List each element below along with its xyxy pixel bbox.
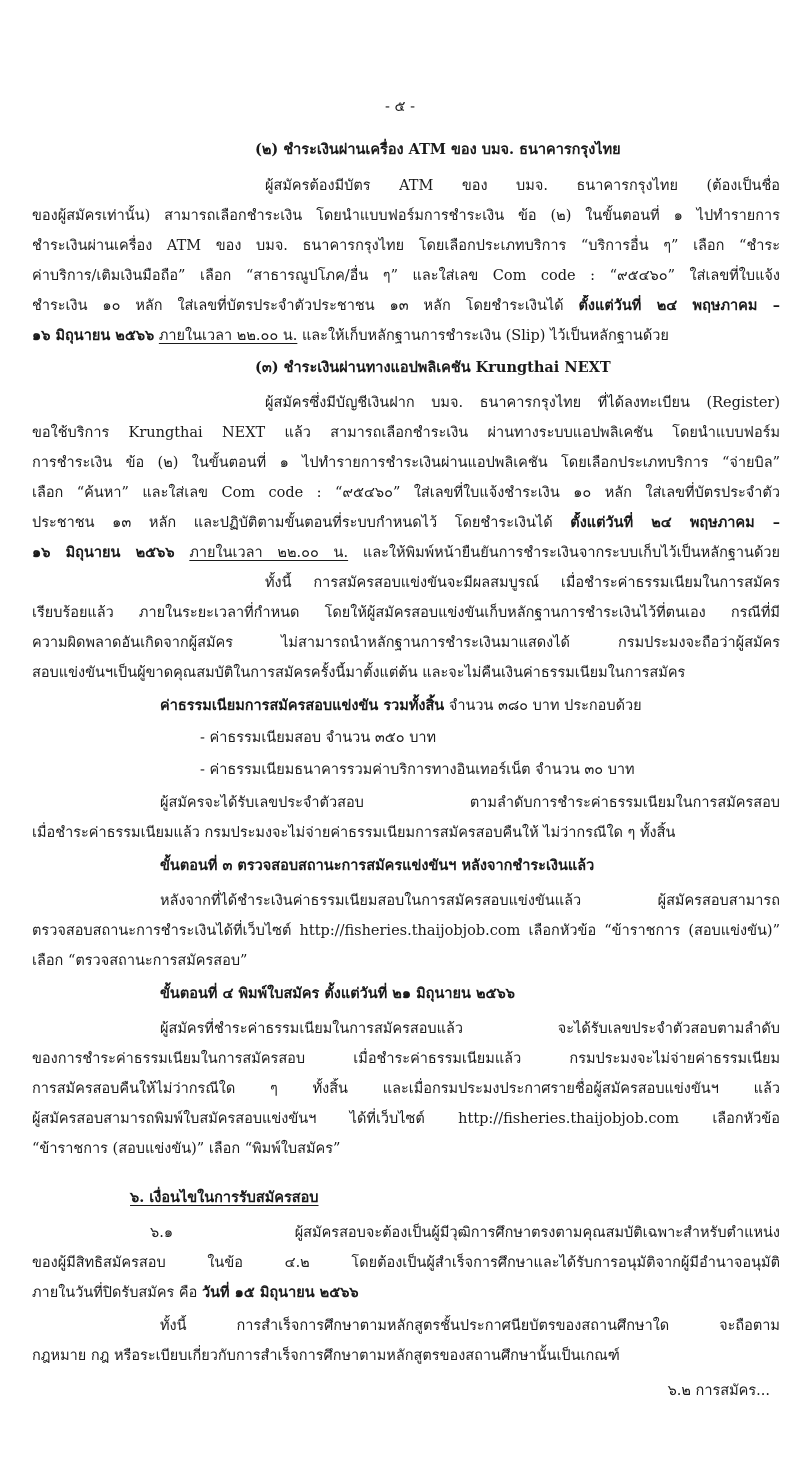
- note-paragraph-line: ความผิดพลาดอันเกิดจากผู้สมัคร ไม่สามารถนำหลักฐานการชำระเงินมาแสดงได้ กรมประมงจะถือว่าผู้สมัคร: [32, 635, 780, 651]
- step3-paragraph-line: หลังจากที่ได้ชำระเงินค่าธรรมเนียมสอบในการสมัครสอบแข่งขันแล้ว ผู้สมัครสอบสามารถ: [160, 893, 780, 909]
- step4-paragraph-line: “ข้าราชการ (สอบแข่งขัน)” เลือก “พิมพ์ใบสมัคร”: [32, 1141, 341, 1157]
- next-paragraph-text: ประชาชน ๑๓ หลัก และปฏิบัติตามขั้นตอนที่ระบบกำหนดไว้ โดยชำระเงินได้: [32, 515, 571, 531]
- step3-paragraph-line: ตรวจสอบสถานะการชำระเงินได้ที่เว็บไซต์ http://fisheries.thaijobjob.com เลือกหัวข้อ “ข้าราชการ (สอบแข่งขัน)”: [32, 923, 780, 939]
- next-payment-start-date: ตั้งแต่วันที่ ๒๔ พฤษภาคม –: [570, 514, 780, 531]
- atm-payment-time: ภายในเวลา ๒๒.๐๐ น.: [158, 328, 298, 344]
- atm-paragraph-line: ค่าบริการ/เติมเงินมือถือ” เลือก “สาธารณูปโภค/อื่น ๆ” และใส่เลข Com code : “๙๕๔๖๐” ใส่เลขที่ใบแจ้ง: [32, 268, 780, 284]
- step4-paragraph-line: ผู้สมัครสอบสามารถพิมพ์ใบสมัครสอบแข่งขันฯ ได้ที่เว็บไซต์ http://fisheries.thaijobjob.com เลือกหัวข้อ: [32, 1111, 780, 1127]
- atm-paragraph-text: และให้เก็บหลักฐานการชำระเงิน (Slip) ไว้เป็นหลักฐานด้วย: [297, 328, 669, 344]
- atm-paragraph-line: ชำระเงินผ่านเครื่อง ATM ของ บมจ. ธนาคารกรุงไทย โดยเลือกประเภทบริการ “บริการอื่น ๆ” เลือก “ชำระ: [32, 238, 780, 254]
- section6-paragraph-line: [32, 1282, 359, 1304]
- section6-paragraph-text: ภายในวันที่ปิดรับสมัคร คือ: [32, 1285, 202, 1301]
- page-number: - ๕ -: [385, 99, 415, 115]
- fee-item-bank: - ค่าธรรมเนียมธนาคารรวมค่าบริการทางอินเทอร์เน็ต จำนวน ๓๐ บาท: [200, 762, 635, 778]
- fee-paragraph-line: เมื่อชำระค่าธรรมเนียมแล้ว กรมประมงจะไม่จ่ายค่าธรรมเนียมการสมัครสอบคืนให้ ไม่ว่ากรณีใด ๆ ทั้งสิ้น: [32, 825, 676, 841]
- krungthai-next-heading: (๓) ชำระเงินผ่านทางแอปพลิเคชัน Krungthai NEXT: [255, 359, 611, 376]
- atm-payment-end-date: ๑๖ มิถุนายน ๒๕๖๖: [32, 327, 155, 344]
- step4-paragraph-line: การสมัครสอบคืนให้ไม่ว่ากรณีใด ๆ ทั้งสิ้น และเมื่อกรมประมงประกาศรายชื่อผู้สมัครสอบแข่งขันฯ แล้ว: [32, 1081, 780, 1097]
- fee-total-line: [160, 695, 642, 717]
- continuation-marker: ๖.๒ การสมัคร...: [667, 1383, 770, 1399]
- step4-heading: ขั้นตอนที่ ๔ พิมพ์ใบสมัคร ตั้งแต่วันที่ ๒๑ มิถุนายน ๒๕๖๖: [160, 985, 515, 1002]
- note-paragraph-line: เรียบร้อยแล้ว ภายในระยะเวลาที่กำหนด โดยให้ผู้สมัครสอบแข่งขันเก็บหลักฐานการชำระเงินไว้ที่ตนเอง กรณีที่มี: [32, 605, 780, 621]
- atm-paragraph-line: [32, 325, 780, 347]
- section6-paragraph-line: ของผู้มีสิทธิสมัครสอบ ในข้อ ๔.๒ โดยต้องเป็นผู้สำเร็จการศึกษาและได้รับการอนุมัติจากผู้มีอำนาจอนุมัติ: [32, 1255, 780, 1271]
- section6-paragraph-line: ทั้งนี้ การสำเร็จการศึกษาตามหลักสูตรชั้นประกาศนียบัตรของสถานศึกษาใด จะถือตาม: [160, 1318, 780, 1334]
- next-paragraph-text: และให้พิมพ์หน้ายืนยันการชำระเงินจากระบบเก็บไว้เป็นหลักฐานด้วย: [348, 545, 780, 561]
- atm-paragraph-text: ชำระเงิน ๑๐ หลัก ใส่เลขที่บัตรประจำตัวประชาชน ๑๓ หลัก โดยชำระเงินได้: [32, 298, 579, 314]
- step4-paragraph-line: ผู้สมัครที่ชำระค่าธรรมเนียมในการสมัครสอบแล้ว จะได้รับเลขประจำตัวสอบตามลำดับ: [160, 1021, 780, 1037]
- next-paragraph-line: [32, 512, 780, 534]
- atm-paragraph-line: ของผู้สมัครเท่านั้น) สามารถเลือกชำระเงิน โดยนำแบบฟอร์มการชำระเงิน ข้อ (๒) ในขั้นตอนที่ ๑ ไปทำรายการ: [32, 208, 780, 224]
- fee-total-label: ค่าธรรมเนียมการสมัครสอบแข่งขัน รวมทั้งสิ้น: [160, 697, 445, 714]
- atm-payment-start-date: ตั้งแต่วันที่ ๒๔ พฤษภาคม –: [578, 297, 780, 314]
- atm-payment-heading: (๒) ชำระเงินผ่านเครื่อง ATM ของ บมจ. ธนาคารกรุงไทย: [255, 141, 621, 158]
- next-paragraph-line: [32, 542, 780, 564]
- fee-paragraph-line: ผู้สมัครจะได้รับเลขประจำตัวสอบ ตามลำดับการชำระค่าธรรมเนียมในการสมัครสอบ: [160, 795, 780, 811]
- application-close-date: วันที่ ๑๕ มิถุนายน ๒๕๖๖: [201, 1284, 359, 1301]
- section6-heading: ๖. เงื่อนไขในการรับสมัครสอบ: [130, 1189, 319, 1206]
- fee-total-amount: จำนวน ๓๘๐ บาท ประกอบด้วย: [444, 698, 642, 714]
- next-paragraph-line: การชำระเงิน ข้อ (๒) ในขั้นตอนที่ ๑ ไปทำรายการชำระเงินผ่านแอปพลิเคชัน โดยเลือกประเภทบริการ “จ่ายบิล”: [32, 455, 780, 471]
- next-paragraph-line: ขอใช้บริการ Krungthai NEXT แล้ว สามารถเลือกชำระเงิน ผ่านทางระบบแอปพลิเคชัน โดยนำแบบฟอร์ม: [32, 425, 780, 441]
- section6-paragraph-line: ๖.๑ ผู้สมัครสอบจะต้องเป็นผู้มีวุฒิการศึกษาตรงตามคุณสมบัติเฉพาะสำหรับตำแหน่ง: [150, 1225, 780, 1241]
- atm-paragraph-line: ผู้สมัครต้องมีบัตร ATM ของ บมจ. ธนาคารกรุงไทย (ต้องเป็นชื่อ: [265, 178, 780, 194]
- step4-paragraph-line: ของการชำระค่าธรรมเนียมในการสมัครสอบ เมื่อชำระค่าธรรมเนียมแล้ว กรมประมงจะไม่จ่ายค่าธรรมเนียม: [32, 1051, 780, 1067]
- next-paragraph-line: เลือก “ค้นหา” และใส่เลข Com code : “๙๕๔๖๐” ใส่เลขที่ใบแจ้งชำระเงิน ๑๐ หลัก ใส่เลขที่บัตรประจำตัว: [32, 485, 780, 501]
- next-payment-end-date: ๑๖ มิถุนายน ๒๕๖๖: [32, 544, 175, 561]
- section6-paragraph-line: กฎหมาย กฎ หรือระเบียบเกี่ยวกับการสำเร็จการศึกษาตามหลักสูตรของสถานศึกษานั้นเป็นเกณฑ์: [32, 1348, 620, 1364]
- next-paragraph-line: ผู้สมัครซึ่งมีบัญชีเงินฝาก บมจ. ธนาคารกรุงไทย ที่ได้ลงทะเบียน (Register): [265, 395, 780, 411]
- note-paragraph-line: ทั้งนี้ การสมัครสอบแข่งขันจะมีผลสมบูรณ์ เมื่อชำระค่าธรรมเนียมในการสมัคร: [265, 575, 780, 591]
- fee-item-exam: - ค่าธรรมเนียมสอบ จำนวน ๓๕๐ บาท: [200, 730, 437, 746]
- note-paragraph-line: สอบแข่งขันฯเป็นผู้ขาดคุณสมบัติในการสมัครครั้งนี้มาตั้งแต่ต้น และจะไม่คืนเงินค่าธรรมเนียมในการสมัคร: [32, 665, 686, 681]
- step3-paragraph-line: เลือก “ตรวจสถานะการสมัครสอบ”: [32, 953, 248, 969]
- atm-paragraph-line: [32, 295, 780, 317]
- step3-heading: ขั้นตอนที่ ๓ ตรวจสอบสถานะการสมัครแข่งขันฯ หลังจากชำระเงินแล้ว: [160, 857, 595, 874]
- next-payment-time: ภายในเวลา ๒๒.๐๐ น.: [189, 545, 349, 561]
